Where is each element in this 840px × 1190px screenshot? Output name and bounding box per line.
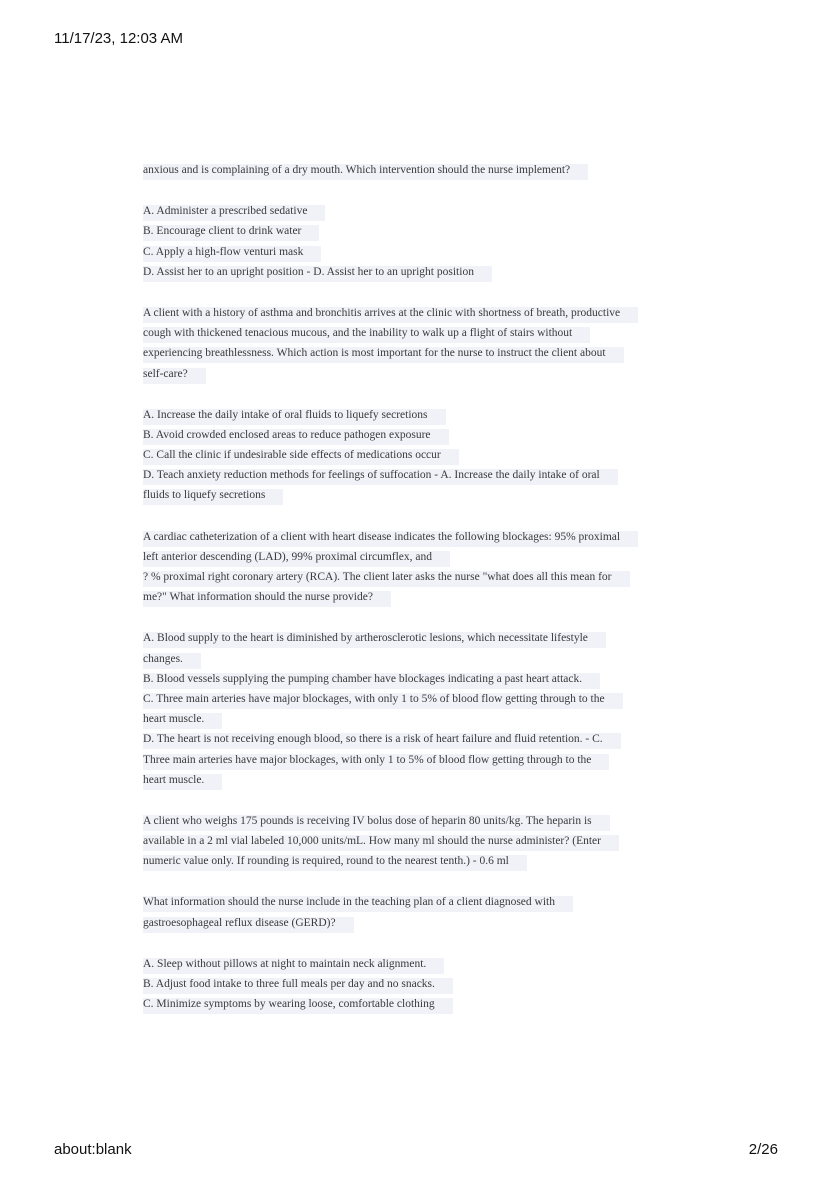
line-text: C. Apply a high-flow venturi mask xyxy=(143,245,304,258)
text-block xyxy=(143,892,693,932)
text-line xyxy=(143,811,693,831)
text-line xyxy=(143,323,693,343)
text-line xyxy=(143,851,693,871)
text-line xyxy=(143,831,693,851)
text-line xyxy=(143,221,693,241)
line-text: experiencing breathlessness. Which action is most important for the nurse to instruct the client about xyxy=(143,347,606,360)
line-text: A client who weighs 175 pounds is receiving IV bolus dose of heparin 80 units/kg. The heparin is xyxy=(143,814,592,827)
text-block xyxy=(143,201,693,282)
text-line xyxy=(143,242,693,262)
line-text: Three main arteries have major blockages, with only 1 to 5% of blood flow getting through to the xyxy=(143,753,592,766)
text-line xyxy=(143,485,693,505)
text-line xyxy=(143,649,693,669)
line-text: D. The heart is not receiving enough blood, so there is a risk of heart failure and fluid retention. - C. xyxy=(143,733,603,746)
line-text: ? % proximal right coronary artery (RCA). The client later asks the nurse "what does all this mean for xyxy=(143,571,612,583)
text-line xyxy=(143,750,693,770)
text-line xyxy=(143,729,693,749)
line-text: heart muscle. xyxy=(143,773,205,786)
text-line xyxy=(143,425,693,445)
line-text: A cardiac catheterization of a client with heart disease indicates the following blockages: 95% proximal xyxy=(143,530,621,543)
line-text: D. Assist her to an upright position - D. Assist her to an upright position xyxy=(143,265,474,278)
text-line xyxy=(143,445,693,465)
text-line xyxy=(143,262,693,282)
text-line xyxy=(143,303,693,323)
line-text: gastroesophageal reflux disease (GERD)? xyxy=(143,916,336,929)
line-text: numeric value only. If rounding is required, round to the nearest tenth.) - 0.6 ml xyxy=(143,855,509,868)
line-text: anxious and is complaining of a dry mouth. Which intervention should the nurse implement? xyxy=(143,164,571,176)
line-text: C. Minimize symptoms by wearing loose, comfortable clothing xyxy=(143,998,435,1011)
text-line xyxy=(143,567,693,587)
text-line xyxy=(143,669,693,689)
line-text: A. Increase the daily intake of oral fluids to liquefy secretions xyxy=(143,408,428,421)
text-line xyxy=(143,587,693,607)
text-line xyxy=(143,465,693,485)
text-block xyxy=(143,954,693,1015)
line-text: left anterior descending (LAD), 99% proximal circumflex, and xyxy=(143,550,432,563)
print-timestamp: 11/17/23, 12:03 AM xyxy=(54,30,183,47)
text-block xyxy=(143,303,693,384)
text-block xyxy=(143,527,693,608)
text-block xyxy=(143,811,693,872)
line-text: What information should the nurse include in the teaching plan of a client diagnosed with xyxy=(143,896,555,909)
text-line xyxy=(143,405,693,425)
document-body xyxy=(143,160,693,1035)
text-line xyxy=(143,628,693,648)
line-text: C. Three main arteries have major blockages, with only 1 to 5% of blood flow getting through to the xyxy=(143,692,605,705)
line-text: B. Adjust food intake to three full meals per day and no snacks. xyxy=(143,978,435,990)
text-line xyxy=(143,770,693,790)
text-line xyxy=(143,343,693,363)
line-text: me?" What information should the nurse provide? xyxy=(143,591,373,604)
text-line xyxy=(143,201,693,221)
line-text: A client with a history of asthma and bronchitis arrives at the clinic with shortness of breath, productive xyxy=(143,306,621,319)
page-number: 2/26 xyxy=(748,1141,778,1158)
line-text: cough with thickened tenacious mucous, and the inability to walk up a flight of stairs without xyxy=(143,327,573,340)
line-text: A. Administer a prescribed sedative xyxy=(143,205,308,218)
line-text: A. Blood supply to the heart is diminished by artherosclerotic lesions, which necessitate lifestyle xyxy=(143,632,588,645)
text-line xyxy=(143,364,693,384)
print-url: about:blank xyxy=(54,1141,132,1158)
text-line xyxy=(143,913,693,933)
text-block xyxy=(143,628,693,790)
text-line xyxy=(143,954,693,974)
text-line xyxy=(143,527,693,547)
text-line xyxy=(143,689,693,709)
text-block xyxy=(143,160,693,180)
text-line xyxy=(143,974,693,994)
line-text: D. Teach anxiety reduction methods for feelings of suffocation - A. Increase the daily intake of oral xyxy=(143,469,600,482)
text-line xyxy=(143,892,693,912)
line-text: heart muscle. xyxy=(143,713,205,726)
line-text: B. Blood vessels supplying the pumping chamber have blockages indicating a past heart attack. xyxy=(143,672,583,685)
line-text: fluids to liquefy secretions xyxy=(143,489,266,502)
text-line xyxy=(143,709,693,729)
text-line xyxy=(143,994,693,1014)
line-text: self-care? xyxy=(143,367,188,380)
text-block xyxy=(143,405,693,506)
text-line xyxy=(143,547,693,567)
line-text: B. Avoid crowded enclosed areas to reduce pathogen exposure xyxy=(143,428,431,441)
line-text: changes. xyxy=(143,652,183,665)
line-text: A. Sleep without pillows at night to maintain neck alignment. xyxy=(143,957,427,970)
text-line xyxy=(143,160,693,180)
line-text: C. Call the clinic if undesirable side effects of medications occur xyxy=(143,449,441,462)
line-text: available in a 2 ml vial labeled 10,000 units/mL. How many ml should the nurse administer? (Enter xyxy=(143,835,601,848)
line-text: B. Encourage client to drink water xyxy=(143,225,302,238)
